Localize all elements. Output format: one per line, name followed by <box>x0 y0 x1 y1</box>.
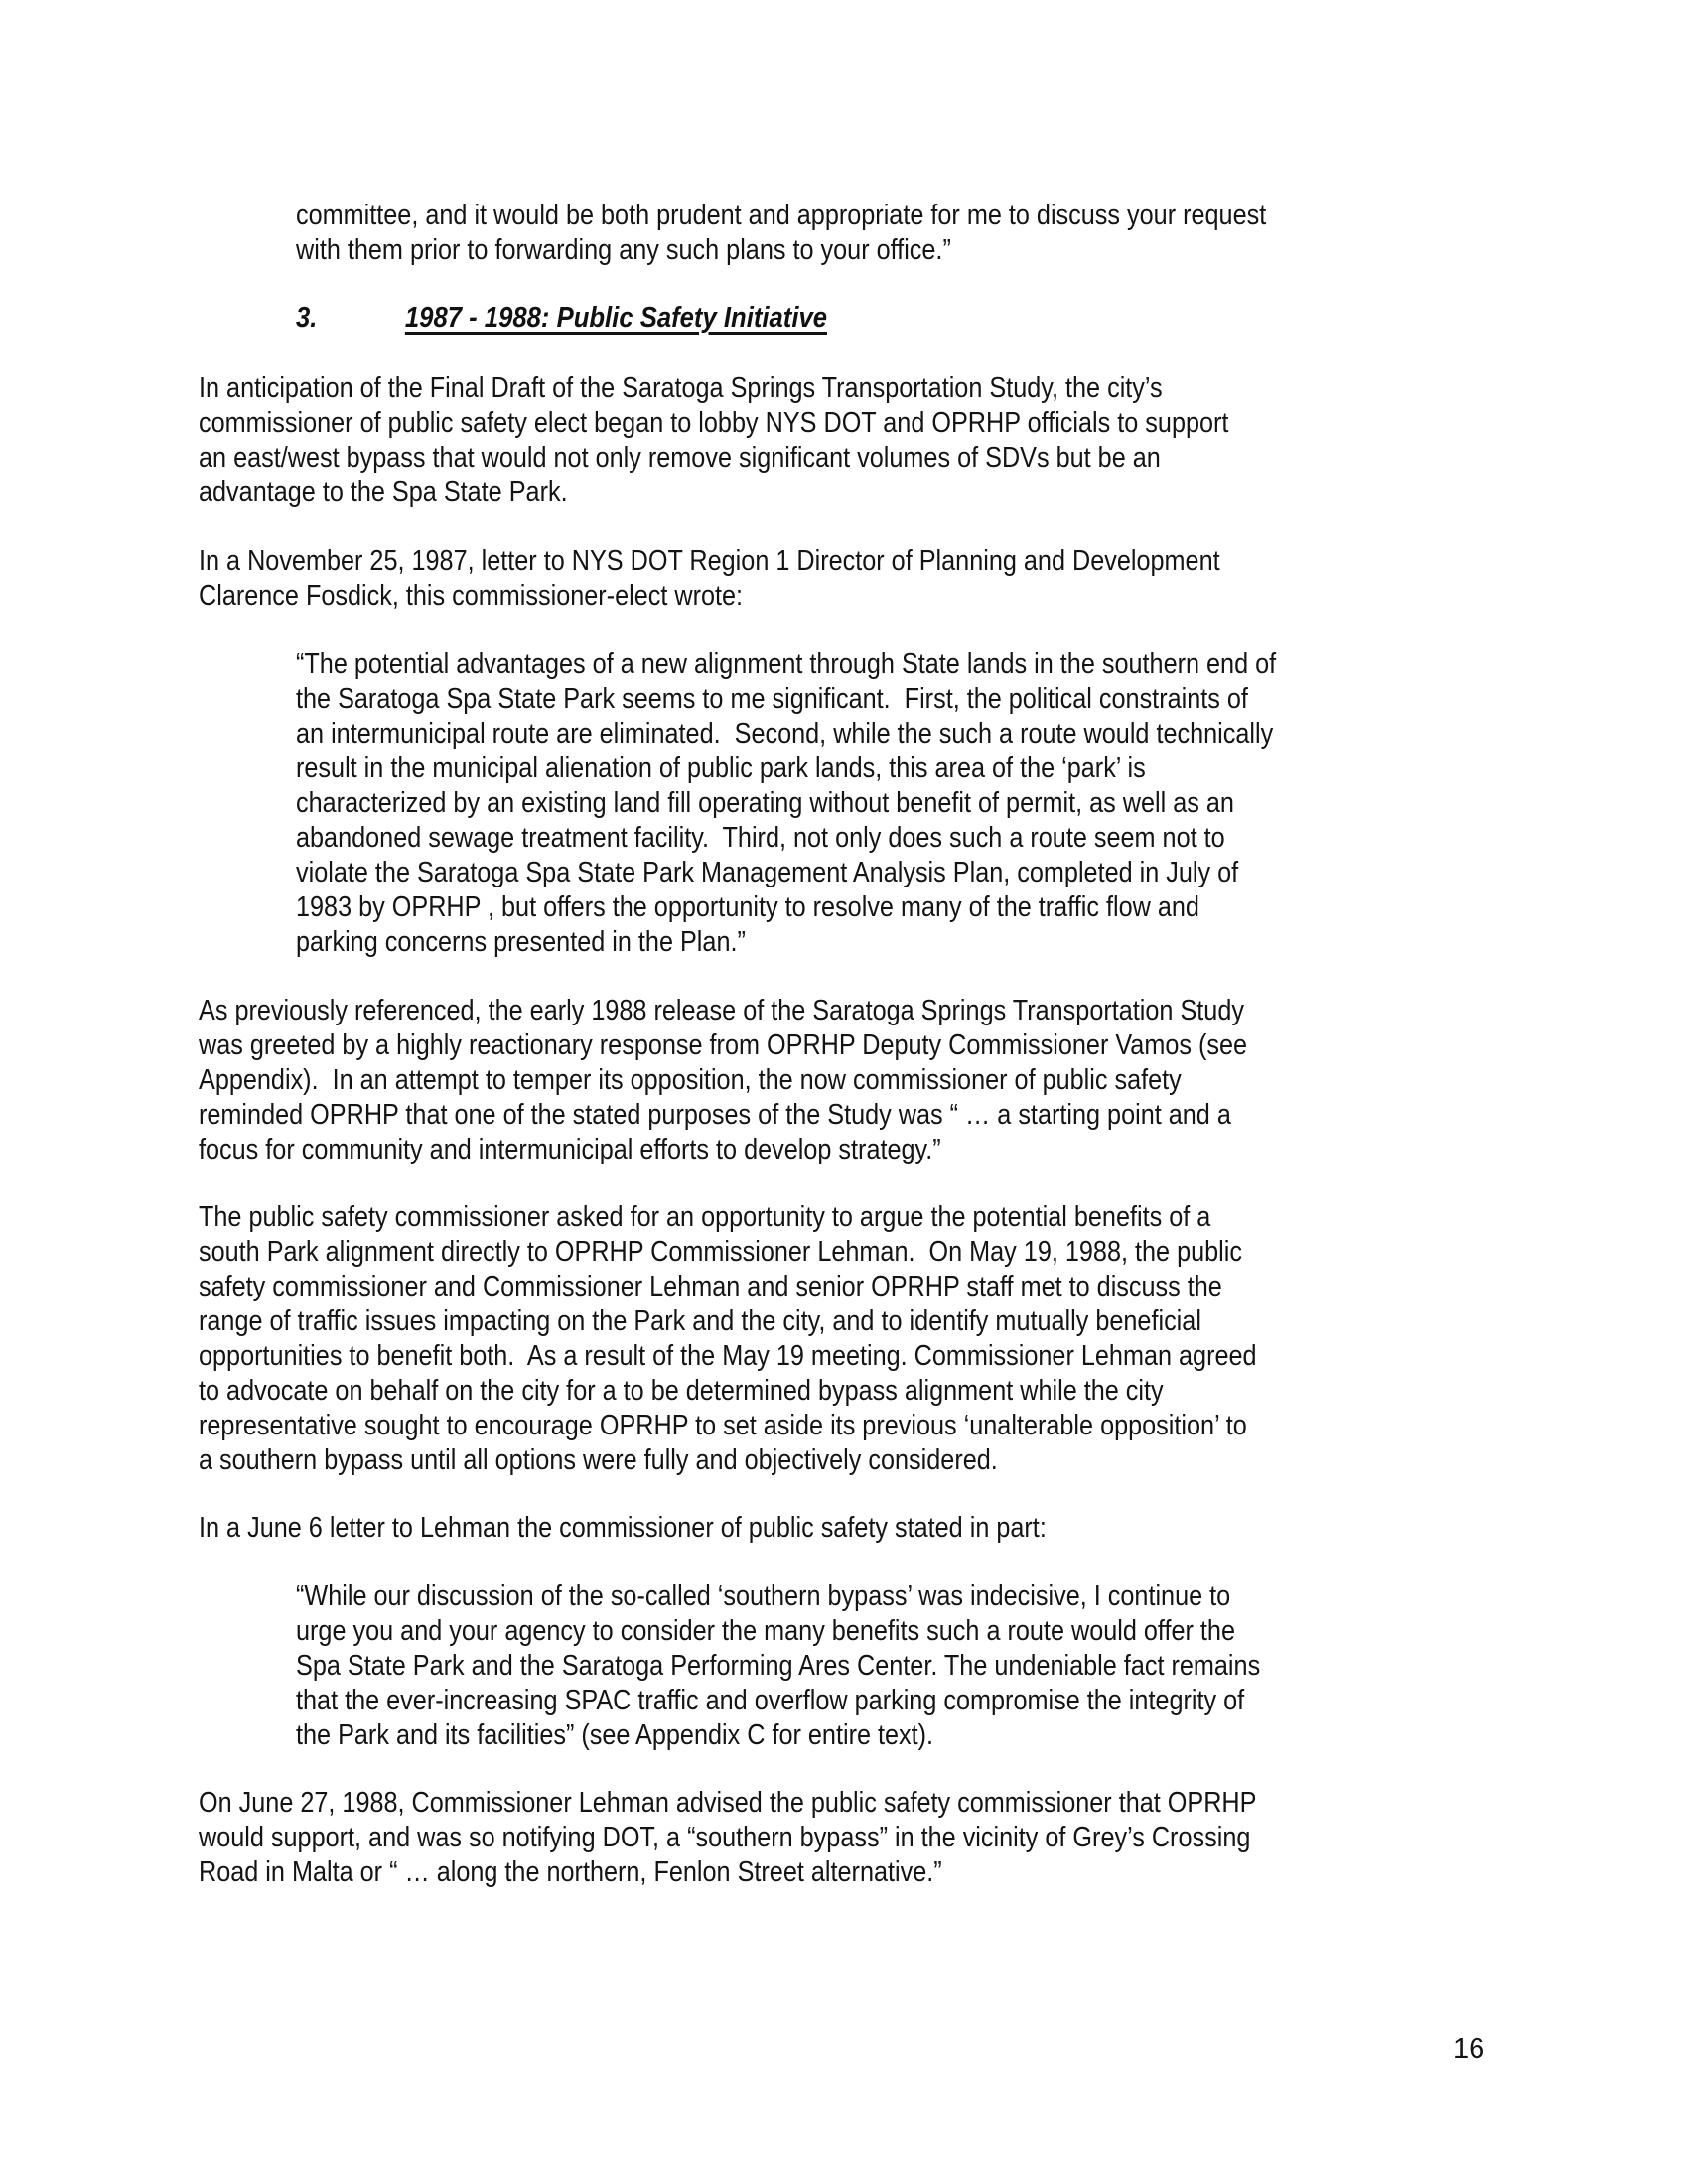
text-line: urge you and your agency to consider the many benefits such a route would offer the <box>296 1615 1235 1647</box>
text-line: range of traffic issues impacting on the Park and the city, and to identify mutually beneficial <box>199 1305 1201 1337</box>
text-line: In a June 6 letter to Lehman the commissioner of public safety stated in part: <box>199 1512 1047 1544</box>
text-line: commissioner of public safety elect began to lobby NYS DOT and OPRHP officials to support <box>199 407 1229 439</box>
text-line: representative sought to encourage OPRHP to set aside its previous ‘unalterable opposition’ to <box>199 1410 1247 1441</box>
text-line: opportunities to benefit both. As a result of the May 19 meeting. Commissioner Lehman agreed <box>199 1340 1257 1372</box>
text-line: result in the municipal alienation of public park lands, this area of the ‘park’ is <box>296 752 1146 784</box>
text-line: violate the Saratoga Spa State Park Management Analysis Plan, completed in July of <box>296 857 1239 888</box>
text-line: that the ever-increasing SPAC traffic and overflow parking compromise the integrity of <box>296 1685 1245 1716</box>
text-line: the Park and its facilities” (see Appendix C for entire text). <box>296 1719 934 1751</box>
text-line: In a November 25, 1987, letter to NYS DOT Region 1 Director of Planning and Development <box>199 545 1220 577</box>
page-number: 16 <box>1453 2033 1485 2065</box>
text-line: “The potential advantages of a new alignment through State lands in the southern end of <box>296 648 1277 680</box>
text-line: In anticipation of the Final Draft of the Saratoga Springs Transportation Study, the city’s <box>199 372 1163 404</box>
text-line: to advocate on behalf on the city for a to be determined bypass alignment while the city <box>199 1375 1164 1407</box>
text-line: 1983 by OPRHP , but offers the opportunity to resolve many of the traffic flow and <box>296 891 1199 923</box>
text-line: focus for community and intermunicipal efforts to develop strategy.” <box>199 1134 941 1165</box>
text-line: Spa State Park and the Saratoga Performing Ares Center. The undeniable fact remains <box>296 1650 1261 1682</box>
text-line: would support, and was so notifying DOT, a “southern bypass” in the vicinity of Grey’s Crossing <box>199 1822 1251 1853</box>
text-line: abandoned sewage treatment facility. Third, not only does such a route seem not to <box>296 822 1225 854</box>
text-line: As previously referenced, the early 1988 release of the Saratoga Springs Transportation Study <box>199 995 1244 1026</box>
text-line: committee, and it would be both prudent and appropriate for me to discuss your request <box>296 200 1267 231</box>
text-line: Appendix). In an attempt to temper its opposition, the now commissioner of public safety <box>199 1064 1182 1096</box>
text-line: characterized by an existing land fill operating without benefit of permit, as well as an <box>296 787 1234 819</box>
text-line: parking concerns presented in the Plan.” <box>296 926 746 958</box>
text-line: a southern bypass until all options were fully and objectively considered. <box>199 1444 998 1476</box>
section-number: 3. <box>296 302 318 334</box>
text-line: safety commissioner and Commissioner Lehman and senior OPRHP staff met to discuss the <box>199 1271 1222 1302</box>
text-line: south Park alignment directly to OPRHP Commissioner Lehman. On May 19, 1988, the public <box>199 1236 1242 1268</box>
text-line: On June 27, 1988, Commissioner Lehman advised the public safety commissioner that OPRHP <box>199 1787 1257 1819</box>
text-line: Road in Malta or “ … along the northern, Fenlon Street alternative.” <box>199 1856 942 1888</box>
text-line: an intermunicipal route are eliminated. Second, while the such a route would technically <box>296 718 1274 750</box>
text-line: the Saratoga Spa State Park seems to me significant. First, the political constraints of <box>296 683 1248 715</box>
text-line: “While our discussion of the so-called ‘southern bypass’ was indecisive, I continue to <box>296 1580 1231 1612</box>
text-line: advantage to the Spa State Park. <box>199 477 568 508</box>
text-line: reminded OPRHP that one of the stated purposes of the Study was “ … a starting point and a <box>199 1099 1231 1131</box>
text-line: Clarence Fosdick, this commissioner-elect wrote: <box>199 580 744 612</box>
text-line: an east/west bypass that would not only remove significant volumes of SDVs but be an <box>199 442 1161 474</box>
text-line: with them prior to forwarding any such plans to your office.” <box>296 234 951 266</box>
text-line: The public safety commissioner asked for an opportunity to argue the potential benefits of a <box>199 1201 1211 1233</box>
section-title: 1987 - 1988: Public Safety Initiative <box>404 302 827 334</box>
text-line: was greeted by a highly reactionary response from OPRHP Deputy Commissioner Vamos (see <box>199 1029 1248 1061</box>
section-heading <box>296 301 827 336</box>
